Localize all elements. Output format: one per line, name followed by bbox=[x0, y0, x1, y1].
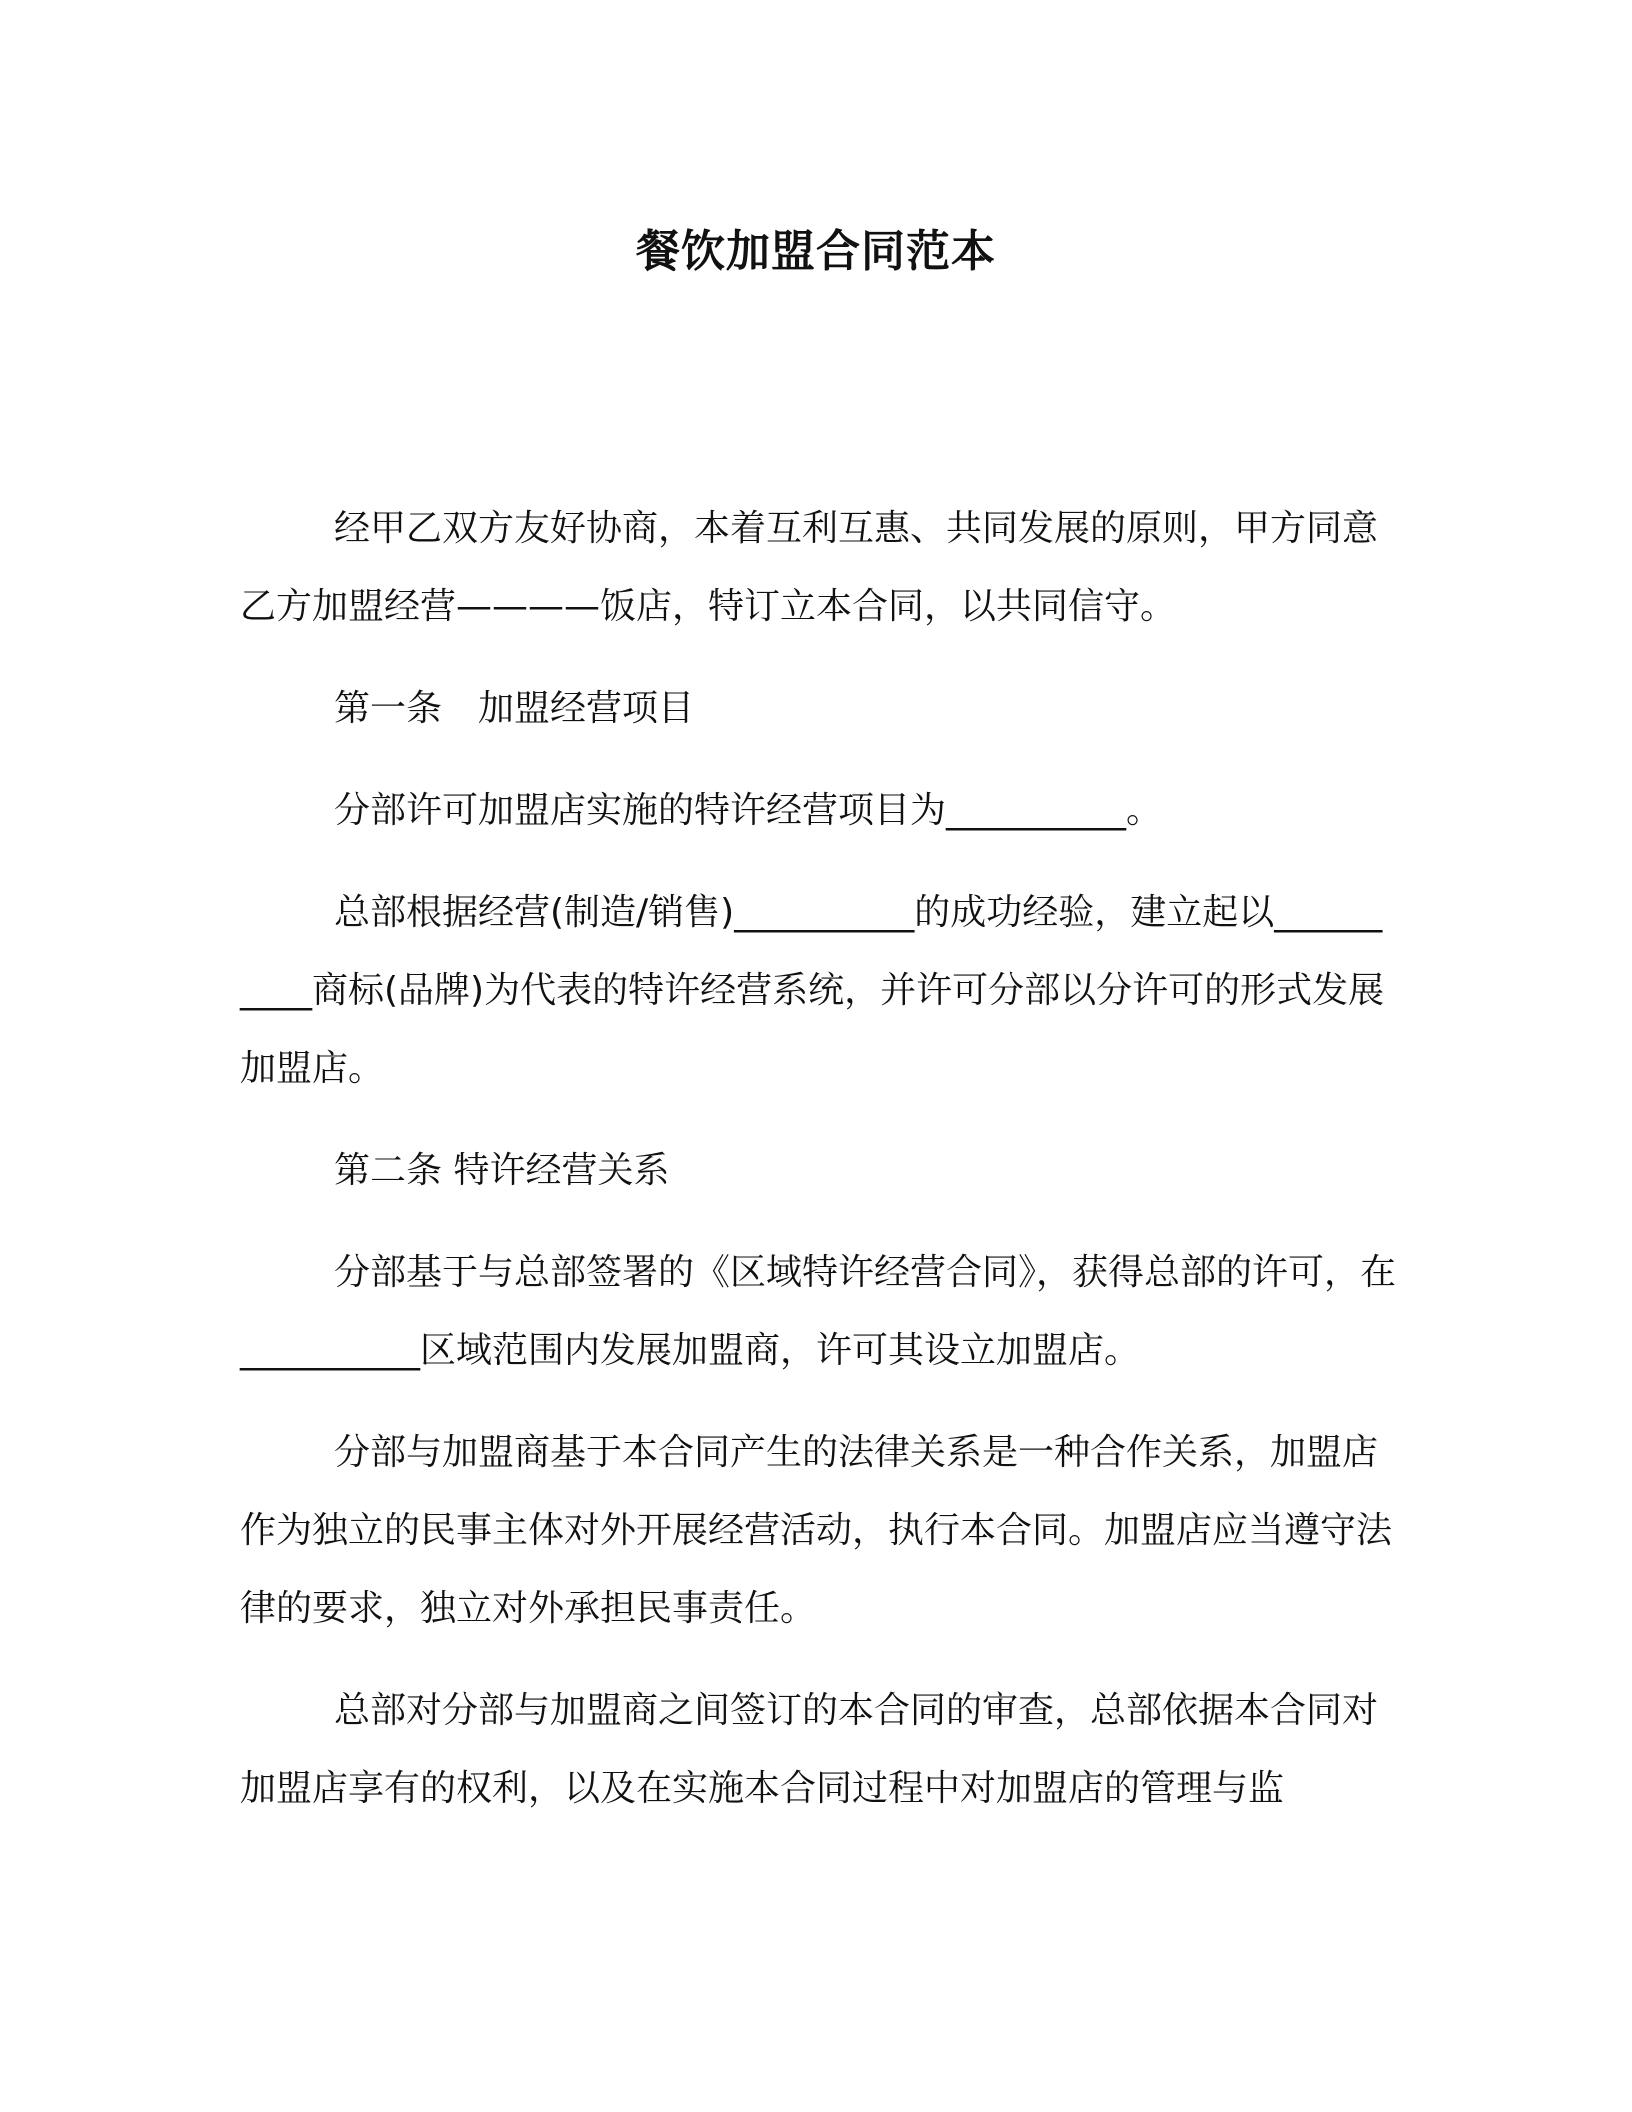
article-2-number: 第二条 bbox=[334, 1150, 443, 1191]
document-body bbox=[240, 490, 1400, 1852]
article-2-heading bbox=[240, 1132, 1400, 1210]
article-1-paragraph-2: 总部根据经营(制造/销售)__________的成功经验，建立起以__________商标(品牌)为代表的特许经营系统，并许可分部以分许可的形式发展加盟店。 bbox=[240, 892, 1385, 1089]
article-2-paragraph-1: 分部基于与总部签署的《区域特许经营合同》，获得总部的许可，在__________区域范围内发展加盟商，许可其设立加盟店。 bbox=[240, 1252, 1397, 1371]
article-1-title: 加盟经营项目 bbox=[478, 688, 695, 729]
article-1-number: 第一条 bbox=[334, 688, 443, 729]
article-2-paragraph-3: 总部对分部与加盟商之间签订的本合同的审查，总部依据本合同对加盟店享有的权利，以及在实施本合同过程中对加盟店的管理与监 bbox=[240, 1690, 1379, 1809]
article-2-title: 特许经营关系 bbox=[453, 1150, 670, 1191]
intro-paragraph: 经甲乙双方友好协商，本着互利互惠、共同发展的原则，甲方同意乙方加盟经营————饭店，特订立本合同，以共同信守。 bbox=[240, 508, 1379, 627]
article-1-heading bbox=[240, 670, 1400, 748]
document-title: 餐饮加盟合同范本 bbox=[636, 226, 996, 277]
article-1-paragraph-1: 分部许可加盟店实施的特许经营项目为__________。 bbox=[334, 790, 1163, 831]
article-2-paragraph-2: 分部与加盟商基于本合同产生的法律关系是一种合作关系，加盟店作为独立的民事主体对外开展经营活动，执行本合同。加盟店应当遵守法律的要求，独立对外承担民事责任。 bbox=[240, 1432, 1393, 1629]
